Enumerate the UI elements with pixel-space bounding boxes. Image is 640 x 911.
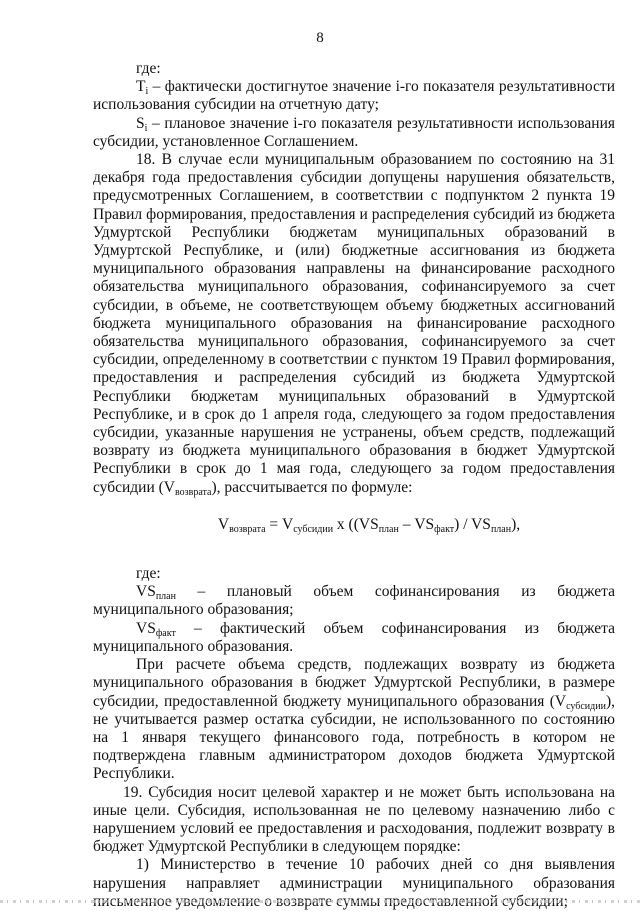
paragraph-calculation: При расчете объема средств, подлежащих возврату из бюджета муниципального образования в бюджет Удмуртской Республики, в размере субсидии, предоставленной бюджету муниципального образования $(V_{субсидии})$, не учитывается размер остатка субсидии, не использованного по состоянию на 1 января текущего финансового года, потребность в котором не подтверждена главным администратором доходов бюджета Удмуртской Республики. [93,656,615,783]
page-number: 8 [316,30,324,46]
definition-si: $S_i$ – плановое значение i-го показателя результативности использования субсидии, установленное Соглашением. [93,114,615,150]
paragraph-18: 18. В случае если муниципальным образованием по состоянию на 31 декабря года предоставления субсидии допущены нарушения обязательств, предусмотренных Соглашением, в соответствии с подпунктом 2 пункта 19 Правил формирования, предоставления и распределения субсидий из бюджета Удмуртской Республики бюджетам муниципальных образований в Удмуртской Республике, и (или) бюджетные ассигнования из бюджета муниципального образования направлены на финансирование расходного обязательства муниципального образования, софинансируемого за счет субсидии, в объеме, не соответствующем объему бюджетных ассигнований бюджета муниципального образования на финансирование расходного обязательства муниципального образования, софинансируемого за счет субсидии, определенному в соответствии с пунктом 19 Правил формирования, предоставления и распределения субсидий из бюджета Удмуртской Республики бюджетам муниципальных образований в Удмуртской Республике, и в срок до 1 апреля года, следующего за годом предоставления субсидии, указанные нарушения не устранены, объем средств, подлежащий возврату из бюджета муниципального образования в бюджет Удмуртской Республики в срок до 1 мая года, следующего за годом предоставления субсидии $(V_{возврата})$, рассчитывается по формуле: [93,151,615,498]
definition-vs-plan: $VS_{план}$ – плановый объем софинансирования из бюджета муниципального образования; [93,583,615,619]
definition-ti: $T_i$ – фактически достигнутое значение i-го показателя результативности использования субсидии на отчетную дату; [93,78,615,114]
where-label-1: где: [136,60,161,77]
paragraph-19-item-1: 1) Министерство в течение 10 рабочих дней со дня выявления нарушения направляет администрации муниципального образования письменное уведомление о возврате суммы предоставленной субсидии; [93,856,615,910]
scan-artifact-line [0,900,640,903]
definition-vs-fakt: $VS_{факт}$ – фактический объем софинансирования из бюджета муниципального образования. [93,619,615,655]
where-label-2: где: [136,565,161,583]
document-body [93,60,615,911]
refund-formula: $V_{возврата} = V_{субсидии}$ x $((VS_{план} - VS_{факт}) / VS_{план})$, [217,515,521,535]
paragraph-19: 19. Субсидия носит целевой характер и не может быть использована на иные цели. Субсидия, использованная не по целевому назначению либо с нарушением условий ее предоставления и расходования, подлежит возврату в бюджет Удмуртской Республики в следующем порядке: [93,783,615,856]
